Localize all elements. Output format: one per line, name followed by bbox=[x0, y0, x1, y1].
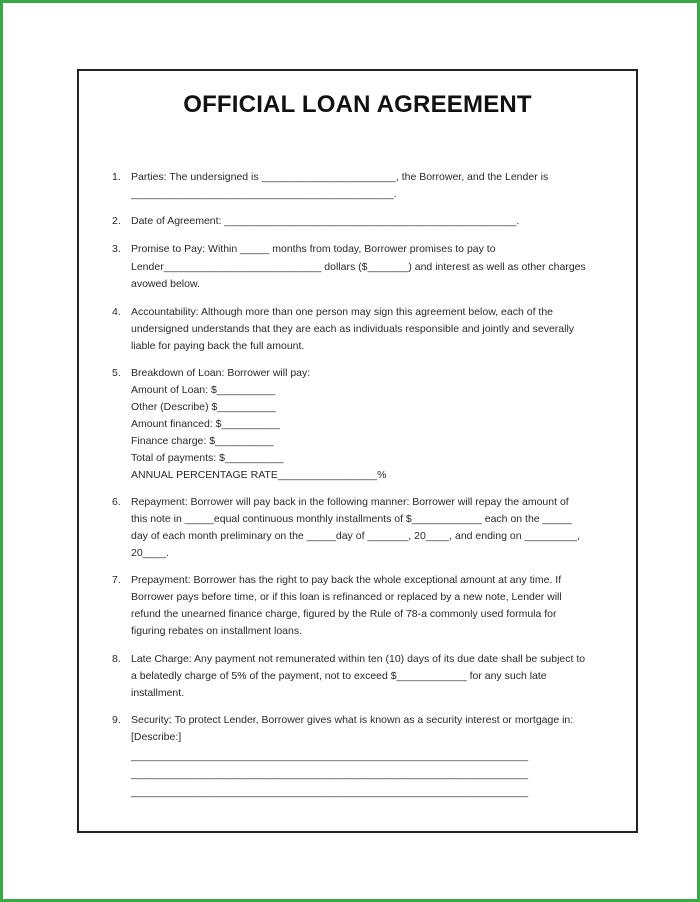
section-line: undersigned understands that they are each as individuals responsible and jointly and severally bbox=[131, 323, 575, 335]
section-line: Parties: The undersigned is _______________________, the Borrower, and the Lender is bbox=[131, 171, 549, 183]
section-line: Total of payments: $__________ bbox=[131, 452, 284, 464]
section-line: Date of Agreement: __________________________________________________. bbox=[131, 215, 520, 227]
section-line: _____________________________________________. bbox=[131, 188, 397, 200]
section-line: Borrower pays before time, or if this loan is refinanced or replaced by a new note, Lender will bbox=[131, 591, 562, 603]
section-line: ____________________________________________________________________ bbox=[131, 750, 529, 762]
section-number: 6. bbox=[112, 496, 121, 508]
section-line: this note in _____equal continuous monthly installments of $____________ each on the _____ bbox=[131, 513, 572, 525]
section-line: Other (Describe) $__________ bbox=[131, 401, 276, 413]
section-line: ____________________________________________________________________ bbox=[131, 768, 529, 780]
loan-agreement-document bbox=[77, 69, 638, 833]
document-title: OFFICIAL LOAN AGREEMENT bbox=[183, 91, 532, 118]
section-line: Breakdown of Loan: Borrower will pay: bbox=[131, 367, 311, 379]
section-line: [Describe:] bbox=[131, 731, 182, 743]
section-line: Late Charge: Any payment not remunerated within ten (10) days of its due date shall be subject to bbox=[131, 653, 586, 665]
section-line: avowed below. bbox=[131, 278, 200, 290]
section-number: 2. bbox=[112, 215, 121, 227]
section-line: Amount financed: $__________ bbox=[131, 418, 280, 430]
section-number: 4. bbox=[112, 306, 121, 318]
section-line: Repayment: Borrower will pay back in the following manner: Borrower will repay the amount of bbox=[131, 496, 569, 508]
section-line: installment. bbox=[131, 687, 185, 699]
section-line: figuring rebates on installment loans. bbox=[131, 625, 303, 637]
section-line: refund the unearned finance charge, figured by the Rule of 78-a commonly used formula for bbox=[131, 608, 557, 620]
section-number: 1. bbox=[112, 171, 121, 183]
section-number: 3. bbox=[112, 243, 121, 255]
section-number: 7. bbox=[112, 574, 121, 586]
section-line: Lender___________________________ dollars ($_______) and interest as well as other charges bbox=[131, 261, 586, 273]
section-line: a belatedly charge of 5% of the payment, not to exceed $____________ for any such late bbox=[131, 670, 547, 682]
section-number: 5. bbox=[112, 367, 121, 379]
section-number: 9. bbox=[112, 714, 121, 726]
section-line: Promise to Pay: Within _____ months from today, Borrower promises to pay to bbox=[131, 243, 496, 255]
section-line: ANNUAL PERCENTAGE RATE_________________% bbox=[131, 469, 387, 481]
section-number: 8. bbox=[112, 653, 121, 665]
section-line: Accountability: Although more than one person may sign this agreement below, each of the bbox=[131, 306, 554, 318]
section-line: ____________________________________________________________________ bbox=[131, 786, 529, 798]
section-line: 20____. bbox=[131, 547, 169, 559]
section-line: day of each month preliminary on the _____day of _______, 20____, and ending on _________, bbox=[131, 530, 580, 542]
section-line: Finance charge: $__________ bbox=[131, 435, 274, 447]
section-line: Security: To protect Lender, Borrower gives what is known as a security interest or mortgage in: bbox=[131, 714, 574, 726]
section-line: Amount of Loan: $__________ bbox=[131, 384, 276, 396]
section-line: Prepayment: Borrower has the right to pay back the whole exceptional amount at any time. If bbox=[131, 574, 562, 586]
section-line: liable for paying back the full amount. bbox=[131, 340, 305, 352]
